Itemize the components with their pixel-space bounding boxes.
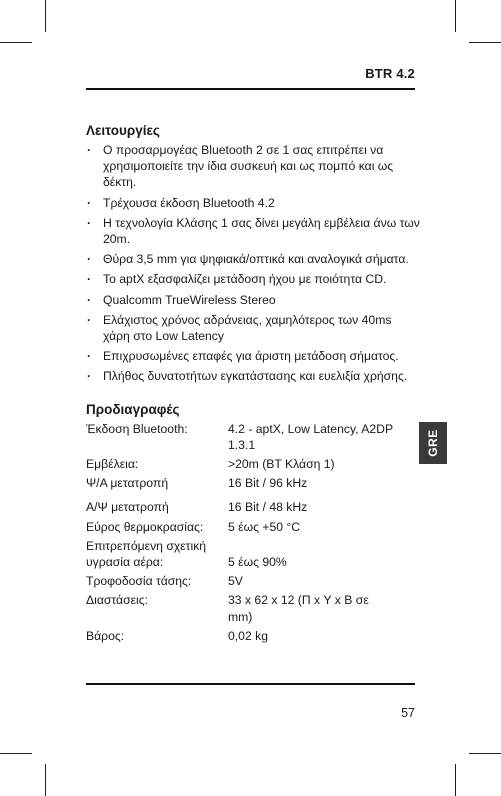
spec-row xyxy=(86,592,421,624)
spec-row xyxy=(86,456,421,472)
spec-row xyxy=(86,499,421,515)
language-tab xyxy=(419,422,447,464)
spec-row xyxy=(86,573,421,589)
model-name: BTR 4.2 xyxy=(365,66,415,81)
crop-mark-bottom-left-h xyxy=(0,753,32,754)
page-number: 57 xyxy=(401,706,415,720)
features-title: Λειτουργίες xyxy=(86,123,160,138)
specs-table xyxy=(86,421,421,644)
spec-row xyxy=(86,628,421,644)
list-item: · Θύρα 3,5 mm για ψηφιακά/οπτικά και αναλογικά σήματα. xyxy=(86,251,421,267)
specs-title: Προδιαγραφές xyxy=(86,401,180,417)
header-rule xyxy=(86,88,415,90)
list-item: · Ελάχιστος χρόνος αδράνειας, χαμηλότερος των 40ms χάρη στο Low Latency xyxy=(86,312,421,344)
language-tab-label: GRE xyxy=(425,429,440,457)
spec-value: >20m (BT Κλάση 1) xyxy=(228,457,335,472)
list-item: · Qualcomm TrueWireless Stereo xyxy=(86,292,421,308)
crop-mark-top-left-v xyxy=(45,0,46,32)
spec-value: 5 έως +50 °C xyxy=(228,519,301,534)
spec-key: Έκδοση Bluetooth: xyxy=(86,421,188,436)
spec-value: 16 Bit / 48 kHz xyxy=(228,500,308,515)
spec-key: Τροφοδοσία τάσης: xyxy=(86,574,192,589)
spec-value: 33 x 62 x 12 (Π x Υ x Β σε mm) xyxy=(228,593,369,624)
crop-mark-bottom-left-v xyxy=(45,764,46,796)
crop-mark-bottom-right-v xyxy=(455,764,456,796)
spec-key: Ψ/Α μετατροπή xyxy=(86,476,169,491)
crop-mark-top-right-h xyxy=(469,42,501,43)
spec-value: 5 έως 90% xyxy=(228,555,287,570)
spec-key: Βάρος: xyxy=(86,628,125,643)
list-item: · Επιχρυσωμένες επαφές για άριστη μετάδοση σήματος. xyxy=(86,348,421,364)
spec-key: Επιτρεπόμενη σχετική υγρασία αέρα: xyxy=(86,538,207,570)
crop-mark-bottom-right-h xyxy=(469,753,501,754)
features-list xyxy=(86,142,421,385)
spec-value: 0,02 kg xyxy=(228,628,268,643)
list-item: · Ο προσαρμογέας Bluetooth 2 σε 1 σας επιτρέπει να χρησιμοποιείτε την ίδια συσκευή και ως πομπό και ως δέκτη. xyxy=(86,142,421,191)
spec-value: 4.2 - aptX, Low Latency, A2DP 1.3.1 xyxy=(228,421,393,452)
spec-key: Α/Ψ μετατροπή xyxy=(86,500,169,515)
spec-key: Εύρος θερμοκρασίας: xyxy=(86,519,204,534)
spec-value: 5V xyxy=(228,574,243,589)
spec-row xyxy=(86,421,421,453)
list-item: · Πλήθος δυνατοτήτων εγκατάστασης και ευελιξία χρήσης. xyxy=(86,368,421,384)
spec-row xyxy=(86,519,421,535)
list-item: · Τρέχουσα έκδοση Bluetooth 4.2 xyxy=(86,195,421,211)
main-content xyxy=(86,122,421,647)
footer-rule xyxy=(86,683,415,685)
spec-row xyxy=(86,538,421,570)
list-item: · Το aptX εξασφαλίζει μετάδοση ήχου με ποιότητα CD. xyxy=(86,271,421,287)
spec-key: Εμβέλεια: xyxy=(86,457,139,472)
spec-row xyxy=(86,475,421,491)
crop-mark-top-left-h xyxy=(0,42,32,43)
spec-value: 16 Bit / 96 kHz xyxy=(228,476,308,491)
crop-mark-top-right-v xyxy=(455,0,456,32)
spec-key: Διαστάσεις: xyxy=(86,593,149,608)
list-item: · Η τεχνολογία Κλάσης 1 σας δίνει μεγάλη εμβέλεια άνω των 20m. xyxy=(86,215,421,247)
